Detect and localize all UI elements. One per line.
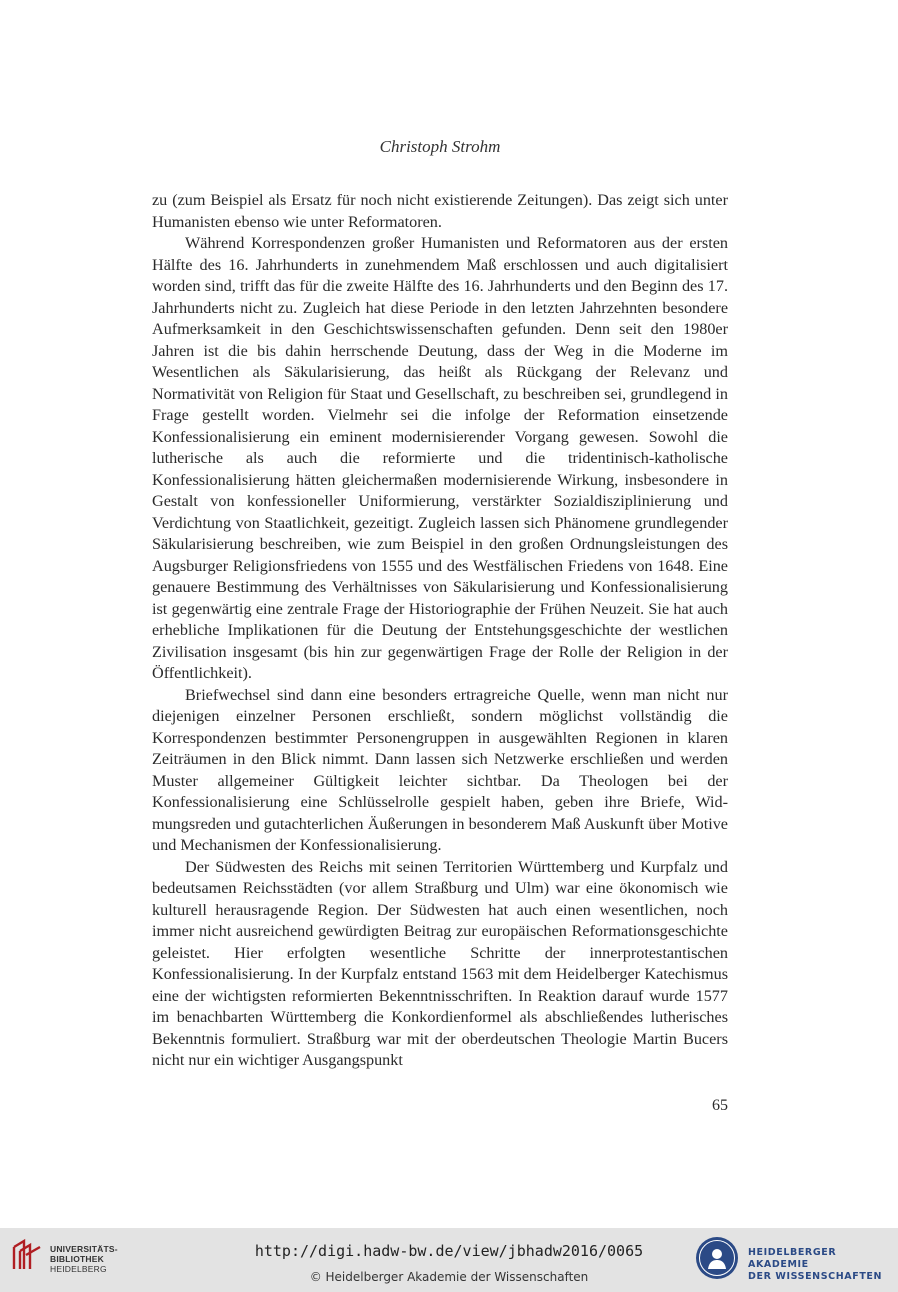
- library-name-line: UNIVERSITÄTS-: [50, 1244, 118, 1254]
- library-name-line: HEIDELBERG: [50, 1264, 107, 1274]
- academy-seal-icon[interactable]: [694, 1235, 740, 1281]
- paragraph: Briefwechsel sind dann eine besonders ertragreiche Quelle, wenn man nicht nur diejenigen einzelner Personen erschließt, sondern möglichst vollständig die Korrespondenzen bestimmter Personengruppen in ausgewählten Regionen in klaren Zeiträumen in den Blick nimmt. Dann lassen sich Netzwerke erschließen und werden Muster allgemeiner Gültigkeit leichter sichtbar. Da Theologen bei der Konfessionalisierung eine Schlüsselrolle gespielt haben, geben ihre Briefe, Widmungsreden und gutachterlichen Äußerungen in besonderem Maß Auskunft über Motive und Mechanismen der Konfessionalisierung.: [152, 685, 728, 854]
- page-number: 65: [712, 1097, 728, 1114]
- academy-name-line: HEIDELBERGER AKADEMIE: [748, 1247, 837, 1270]
- running-head: Christoph Strohm: [379, 137, 501, 156]
- academy-name-line: DER WISSENSCHAFTEN: [748, 1271, 883, 1282]
- paragraph: zu (zum Beispiel als Ersatz für noch nicht existierende Zeitungen). Das zeigt sich unter Humanisten ebenso wie unter Reformatoren.: [152, 191, 728, 231]
- paragraph: Der Südwesten des Reichs mit seinen Territorien Württemberg und Kurpfalz und bedeutsamen Reichsstädten (vor allem Straßburg und Ulm) war eine ökonomisch wie kulturell herausragende Region. Der Südwesten hat auch einen wesentlichen, noch immer nicht ausreichend gewürdigten Beitrag zur europäischen Reformationsgeschichte geleistet. Hier erfolgten wesentliche Schritte der innerprotestantischen Konfessionalisierung. In der Kurpfalz entstand 1563 mit dem Heidelberger Katechismus eine der wichtigsten reformierten Bekenntnisschriften. In Reaktion darauf wurde 1577 im benachbarten Württemberg die Konkordienformel als abschließendes lutherisches Bekenntnis formuliert. Straßburg war mit der oberdeutschen Theologie Martin Bucers nicht nur ein wichtiger Ausgangspunkt: [152, 857, 728, 1069]
- footer-bar: [0, 1228, 898, 1292]
- copyright-notice: © Heidelberger Akademie der Wissenschaften: [309, 1270, 589, 1284]
- academy-name[interactable]: [748, 1247, 898, 1283]
- library-name-line: BIBLIOTHEK: [50, 1254, 104, 1264]
- paragraph: Während Korrespondenzen großer Humanisten und Reformatoren aus der ersten Hälfte des 16. Jahrhunderts in zunehmendem Maß erschlossen und auch digitalisiert worden sind, trifft das für die zweite Hälfte des 16. Jahrhunderts und den Beginn des 17. Jahrhunderts nicht zu. Zugleich hat diese Periode in den letzten Jahrzehnten besondere Aufmerksamkeit in den Geschichtswissenschaften gefunden. Denn seit den 1980er Jahren ist die bis dahin herrschende Deutung, dass der Weg in die Moderne im Wesentlichen als Säkularisierung, das heißt als Rückgang der Relevanz und Normativität von Religion für Staat und Gesellschaft, zu beschreiben sei, grundlegend in Frage gestellt worden. Vielmehr sei die infolge der Reformation einsetzende Konfessionalisierung ein eminent modernisierender Vorgang gewesen. Sowohl die lutherische als auch die reformierte und die tridentinisch-katholische Konfessionalisierung hätten gleichermaßen modernisierende Wirkung, insbesondere in Gestalt von konfessioneller Uniformierung, verstärkter Sozialdisziplinierung und Verdichtung von Staatlichkeit, gezeitigt. Zugleich lassen sich Phänomene grundlegender Säkularisierung beschreiben, wie zum Beispiel in den großen Ordnungsleistungen des Augsburger Religionsfriedens von 1555 und des Westfälischen Friedens von 1648. Eine genauere Bestimmung des Verhältnisses von Säkularisierung und Konfessionalisierung ist gegenwärtig eine zentrale Frage der Historiographie der Frühen Neuzeit. Sie hat auch erhebliche Implikationen für die Deutung der Entstehungsgeschichte der westlichen Zivilisation insgesamt (bis hin zur gegenwärtigen Frage der Rolle der Religion in der Öffentlichkeit).: [152, 234, 728, 682]
- permalink-url[interactable]: http://digi.hadw-bw.de/view/jbhadw2016/0065: [254, 1242, 644, 1260]
- body-text: [152, 190, 728, 1072]
